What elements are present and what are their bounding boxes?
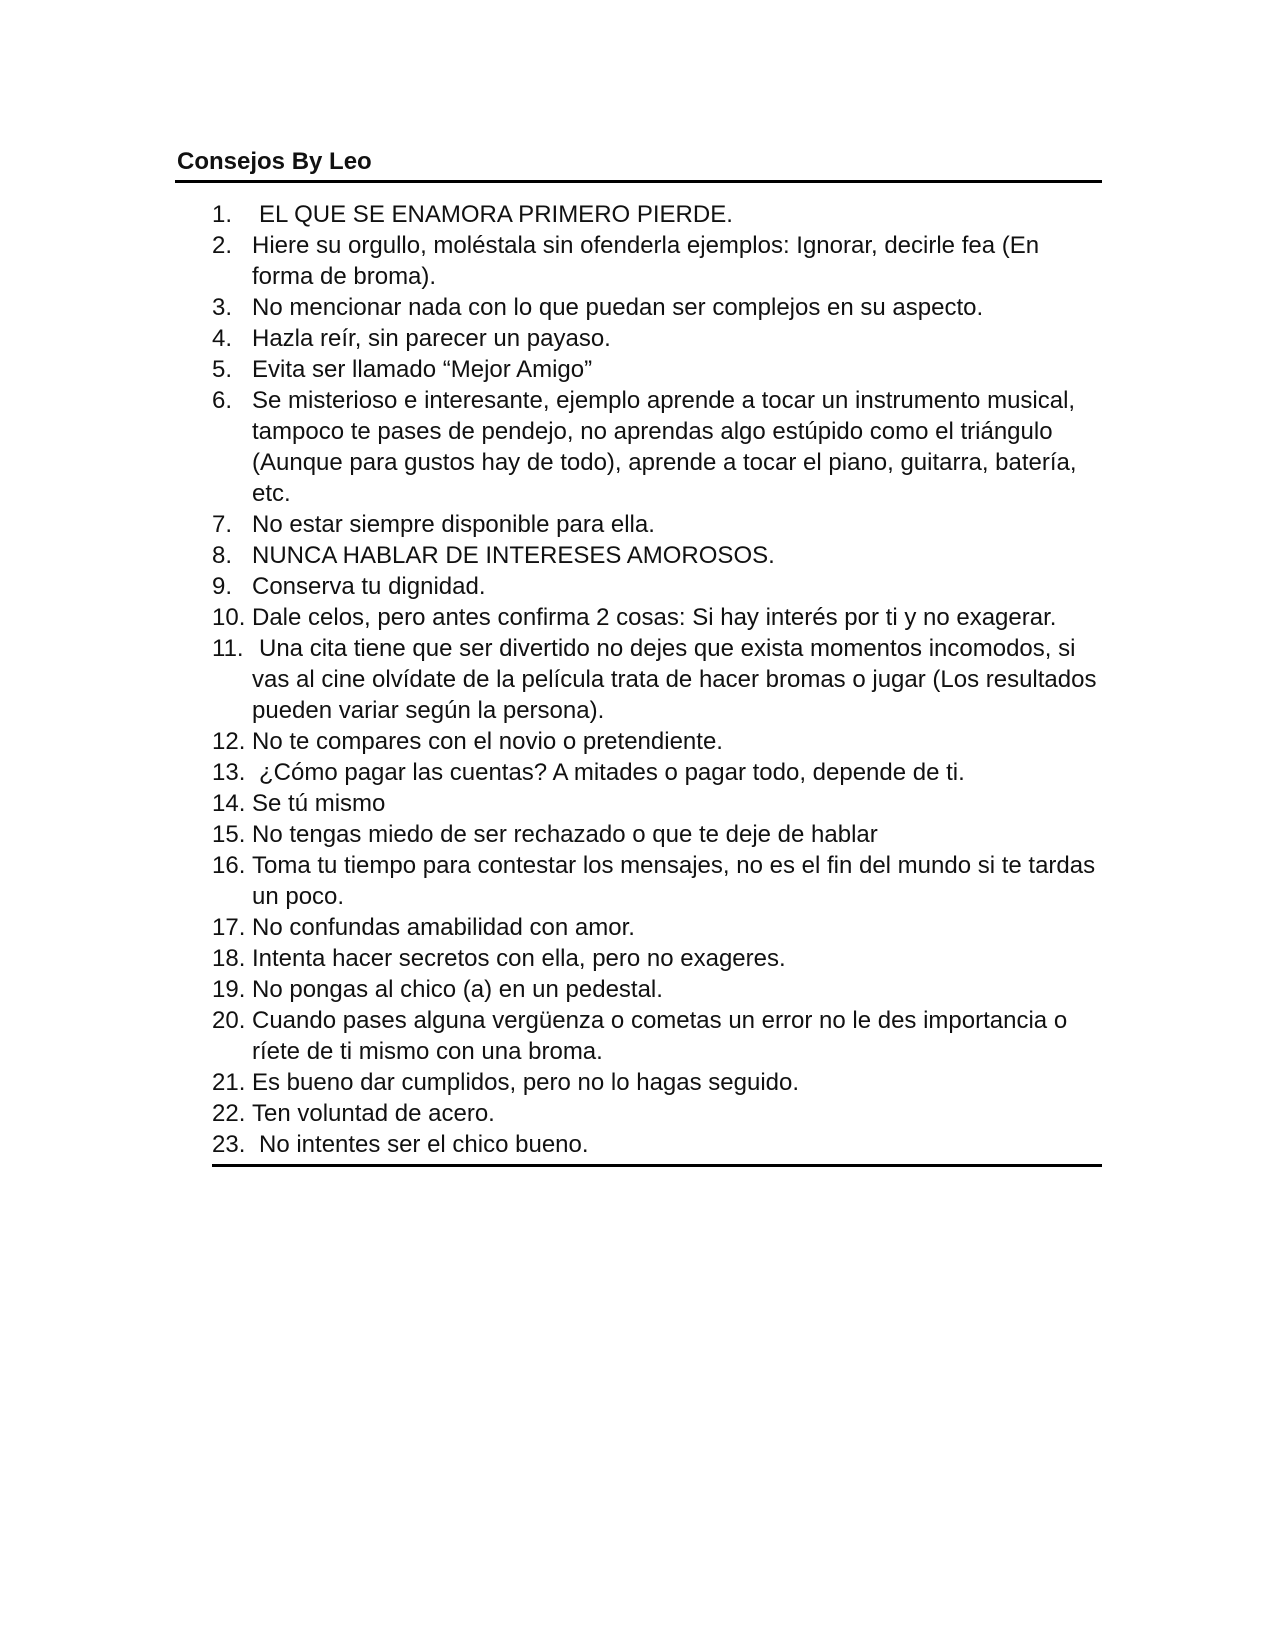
document-title: Consejos By Leo xyxy=(177,148,372,175)
list-item-text: No pongas al chico (a) en un pedestal. xyxy=(252,976,663,1003)
list-item-text: Ten voluntad de acero. xyxy=(252,1100,495,1127)
list-item xyxy=(212,819,1102,850)
list-item-text: Hazla reír, sin parecer un payaso. xyxy=(252,325,611,352)
list-item-text: No intentes ser el chico bueno. xyxy=(259,1131,589,1158)
list-item-number: 15. xyxy=(212,821,246,848)
list-item-number: 13. xyxy=(212,759,246,786)
list-item xyxy=(212,292,1102,323)
list-item xyxy=(212,726,1102,757)
list-item-number: 3. xyxy=(212,294,233,321)
list-item xyxy=(212,385,1102,509)
list-item-text: ¿Cómo pagar las cuentas? A mitades o pagar todo, depende de ti. xyxy=(259,759,965,786)
list-item xyxy=(212,757,1102,788)
list-item-text: Se tú mismo xyxy=(252,790,386,817)
list-item xyxy=(212,633,1102,726)
list-item xyxy=(212,602,1102,633)
list-item xyxy=(212,323,1102,354)
list-item-text: Evita ser llamado “Mejor Amigo” xyxy=(252,356,593,383)
list-item-text: Cuando pases alguna vergüenza o cometas un error no le des importancia o ríete de ti mismo con una broma. xyxy=(252,1007,1068,1065)
list-item xyxy=(212,230,1102,292)
list-item xyxy=(212,943,1102,974)
list-item-text: Hiere su orgullo, moléstala sin ofenderla ejemplos: Ignorar, decirle fea (En forma de broma). xyxy=(252,232,1040,290)
list-item-number: 20. xyxy=(212,1007,246,1034)
list-item xyxy=(212,1129,1102,1160)
list-item-number: 1. xyxy=(212,201,233,228)
list-item-text: No tengas miedo de ser rechazado o que te deje de hablar xyxy=(252,821,878,848)
list-item xyxy=(212,974,1102,1005)
list-item-number: 5. xyxy=(212,356,233,383)
list-item-text: Toma tu tiempo para contestar los mensajes, no es el fin del mundo si te tardas un poco. xyxy=(252,852,1096,910)
list-item-text: Conserva tu dignidad. xyxy=(252,573,486,600)
list-item-number: 18. xyxy=(212,945,246,972)
list-item-text: No mencionar nada con lo que puedan ser complejos en su aspecto. xyxy=(252,294,984,321)
list-item-number: 19. xyxy=(212,976,246,1003)
list-item-number: 10. xyxy=(212,604,246,631)
list-item-text: Una cita tiene que ser divertido no dejes que exista momentos incomodos, si vas al cine olvídate de la película trata de hacer bromas o jugar (Los resultados pueden variar según la persona). xyxy=(252,635,1097,724)
list-item-number: 7. xyxy=(212,511,233,538)
list-item-number: 21. xyxy=(212,1069,246,1096)
list-item xyxy=(212,571,1102,602)
list-item-number: 12. xyxy=(212,728,246,755)
list-item-number: 16. xyxy=(212,852,246,879)
list-item xyxy=(212,354,1102,385)
list-item xyxy=(212,850,1102,912)
list-item xyxy=(212,1098,1102,1129)
list-item-number: 9. xyxy=(212,573,233,600)
list-item-number: 14. xyxy=(212,790,246,817)
list-bottom-rule xyxy=(212,1164,1102,1167)
list-item-text: Dale celos, pero antes confirma 2 cosas: Si hay interés por ti y no exagerar. xyxy=(252,604,1057,631)
list-item-text: No estar siempre disponible para ella. xyxy=(252,511,655,538)
list-item-text: No te compares con el novio o pretendiente. xyxy=(252,728,723,755)
list-item-text: No confundas amabilidad con amor. xyxy=(252,914,635,941)
advice-list xyxy=(212,199,1102,1160)
list-item-number: 22. xyxy=(212,1100,246,1127)
list-item-text: NUNCA HABLAR DE INTERESES AMOROSOS. xyxy=(252,542,775,569)
list-item-number: 11. xyxy=(212,635,244,662)
list-item-number: 23. xyxy=(212,1131,246,1158)
list-item-text: EL QUE SE ENAMORA PRIMERO PIERDE. xyxy=(259,201,733,228)
list-item-number: 8. xyxy=(212,542,233,569)
list-item xyxy=(212,912,1102,943)
list-item xyxy=(212,788,1102,819)
list-item-number: 6. xyxy=(212,387,233,414)
list-item-text: Se misterioso e interesante, ejemplo aprende a tocar un instrumento musical, tampoco te pases de pendejo, no aprendas algo estúpido como el triángulo (Aunque para gustos hay de todo), aprende a tocar el piano, guitarra, batería, etc. xyxy=(252,387,1077,507)
list-item-number: 4. xyxy=(212,325,233,352)
title-underline-rule xyxy=(175,180,1102,183)
list-item-text: Es bueno dar cumplidos, pero no lo hagas seguido. xyxy=(252,1069,800,1096)
list-item xyxy=(212,1067,1102,1098)
list-item-number: 2. xyxy=(212,232,233,259)
list-item xyxy=(212,1005,1102,1067)
list-item xyxy=(212,540,1102,571)
list-item xyxy=(212,509,1102,540)
list-item-text: Intenta hacer secretos con ella, pero no exageres. xyxy=(252,945,786,972)
list-item xyxy=(212,199,1102,230)
list-item-number: 17. xyxy=(212,914,246,941)
